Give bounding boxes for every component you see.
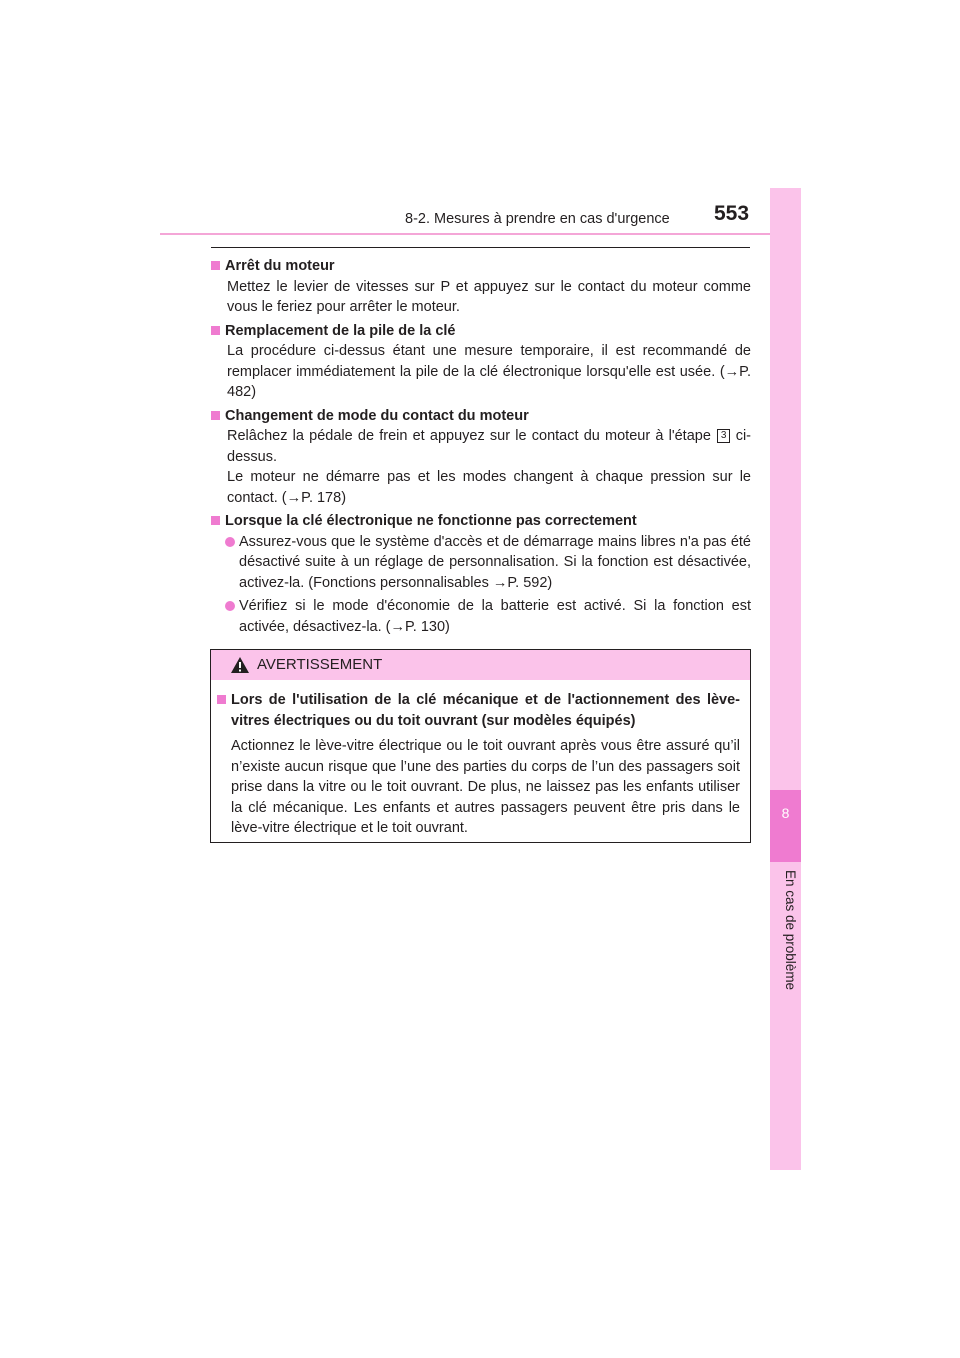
section-battery-replacement	[211, 321, 751, 403]
square-bullet-icon	[211, 326, 220, 335]
circle-bullet-icon	[225, 537, 235, 547]
header-divider	[160, 233, 800, 235]
section-heading: Remplacement de la pile de la clé	[211, 321, 751, 342]
page-number: 553	[714, 202, 750, 225]
chapter-title: En cas de problème	[783, 870, 798, 991]
list-item: Vérifiez si le mode d'économie de la batterie est activé. Si la fonction est activée, désactivez-la. (→P. 130)	[211, 596, 751, 637]
header-section: 8-2. Mesures à prendre en cas d'urgence	[405, 211, 670, 227]
warning-text: Actionnez le lève-vitre électrique ou le toit ouvrant après vous être assuré qu’il n’existe aucun risque que l’une des parties du corps de l’un des passagers soit prise dans la vitre ou le toit ouvrant. De plus, ne laissez pas les enfants utiliser la clé mécanique. Les enfants et autres passagers peuvent être pris dans le lève-vitre électrique et le toit ouvrant.	[231, 738, 740, 836]
circle-bullet-icon	[225, 601, 235, 611]
list-item: Assurez-vous que le système d'accès et de démarrage mains libres n'a pas été désactivé suite à un réglage de personnalisation. Si la fonction est désactivée, activez-la. (Fonctions personnalisables →P. 592)	[211, 532, 751, 594]
square-bullet-icon	[211, 411, 220, 420]
section-engine-stop	[211, 256, 751, 318]
section-text: La procédure ci-dessus étant une mesure temporaire, il est recommandé de remplacer immédiatement la pile de la clé électronique lorsqu'elle est usée. (→P. 482)	[227, 343, 751, 400]
section-heading: Changement de mode du contact du moteur	[211, 406, 751, 427]
section-heading: Lorsque la clé électronique ne fonctionne pas correctement	[211, 511, 751, 532]
step-number-badge: 3	[717, 429, 731, 443]
chapter-side-tab	[770, 188, 801, 1170]
warning-title: AVERTISSEMENT	[257, 656, 383, 673]
warning-heading: Lors de l'utilisation de la clé mécanique et de l'actionnement des lève-vitres électriques ou du toit ouvrant (sur modèles équipés)	[217, 690, 740, 731]
warning-triangle-icon	[230, 656, 250, 674]
chapter-number: 8	[770, 790, 801, 862]
warning-box	[210, 649, 751, 843]
square-bullet-icon	[211, 516, 220, 525]
section-heading: Arrêt du moteur	[211, 256, 751, 277]
square-bullet-icon	[211, 261, 220, 270]
warning-body	[211, 680, 750, 839]
section-mode-change	[211, 406, 751, 509]
warning-header	[211, 650, 750, 680]
section-text: Relâchez la pédale de frein et appuyez sur le contact du moteur à l'étape 3 ci-dessus. Le moteur ne démarre pas et les modes changent à chaque pression sur le contact. (→P. 178)	[227, 428, 751, 506]
section-key-malfunction	[211, 511, 751, 637]
section-text: Mettez le levier de vitesses sur P et appuyez sur le contact du moteur comme vous le feriez pour arrêter le moteur.	[227, 278, 751, 315]
square-bullet-icon	[217, 695, 226, 704]
content-rule	[211, 247, 750, 248]
main-content	[211, 256, 751, 640]
